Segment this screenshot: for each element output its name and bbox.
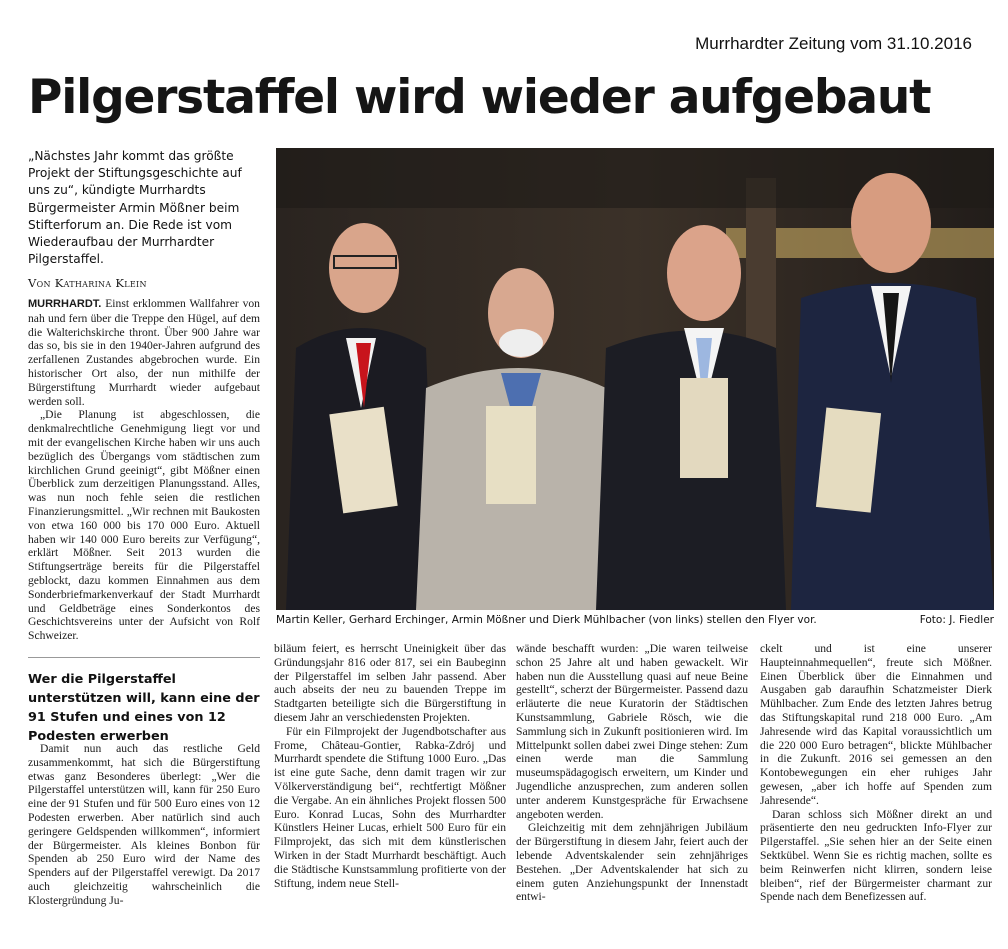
subheading: Wer die Pilgerstaffel unterstützen will, kann eine der 91 Stufen und eines von 12 Podesten erwerben — [28, 672, 260, 744]
col4-paragraph-1: ckelt und ist eine unserer Haupteinnahmequellen“, freute sich Mößner. Einen Überblick über die Einnahmen und Ausgaben gab daraufhin Schatzmeister Dierk Mühlbacher. Zum Ende des letzten Jahres betrug das Stiftungskapital rund 218 000 Euro. „Am Jahresende wird das Kapital voraussichtlich um die 220 000 Euro betragen“, blickte Mühlbacher in die Zukunft. 2016 sei gemessen an den Kontobewegungen ein eher ruhiges Jahr gewesen, „aber ich hoffe auf Spenden zum Jahresende“. — [760, 642, 992, 807]
lead-paragraph: „Nächstes Jahr kommt das größte Projekt der Stiftungsgeschichte auf uns zu“, kündigte Murrhardts Bürgermeister Armin Mößner beim Stifterforum an. Die Rede ist vom Wiederaufbau der Murrhardter Pilgerstaffel. — [28, 149, 242, 267]
col2-paragraph-1: biläum feiert, es herrscht Uneinigkeit über das Gründungsjahr 816 oder 817, sei ein Baubeginn der Pilgerstaffel im selben Jahr passend. Aber auch abseits der neu zu bauenden Treppe im Stadtgarten beteiligte sich die Bürgerstiftung in diesem Jahr an verschiedensten Projekten. — [274, 642, 506, 724]
col1-paragraph-3: Damit nun auch das restliche Geld zusammenkommt, hat sich die Bürgerstiftung etwas ganz Besonderes überlegt: „Wer die Pilgerstaffel unterstützen will, kann für 250 Euro eine der 91 Stufen und für 500 Euro eines von 12 Podesten erwerben. Aber natürlich sind auch geringere Geldspenden willkommen“, informiert der Bürgermeister. Als kleines Bonbon für Spenden ab 250 Euro wird der Name des Spenders auf der Pilgerstaffel verewigt. Da 2017 auch gleichzeitig wahrscheinlich die Klostergründung Ju- — [28, 742, 260, 907]
column-2 — [274, 642, 506, 890]
column-1-bottom — [28, 742, 260, 908]
source-line: Murrhardter Zeitung vom 31.10.2016 — [695, 34, 972, 53]
article-photo — [276, 148, 994, 610]
col2-paragraph-2: Für ein Filmprojekt der Jugendbotschafter aus Frome, Château-Gontier, Rabka-Zdrój und Murrhardt spendete die Stiftung 1000 Euro. „Das ist eine gute Sache, denn damit tragen wir zur Völkerverständigung bei“, rechtfertigt Mößner die Vergabe. An ein ähnliches Projekt flossen 500 Euro. Konrad Lucas, Sohn des Murrhardter Künstlers Heiner Lucas, erhielt 500 Euro für ein Filmprojekt, das sich mit dem künstlerischen Wirken in der Stadt Murrhardt beschäftigt. Auch die Städtische Kunstsammlung profitierte von der Stiftung, indem neue Stell- — [274, 724, 506, 890]
col1-paragraph-1: Einst erklommen Wallfahrer von nah und fern über die Treppe den Hügel, auf dem die Walterichskirche thront. Über 900 Jahre war das so, bis sie in den 1940er-Jahren aufgrund des zerfallenen Zustandes abgebrochen wurde. Ein historischer Ort also, der nun mithilfe der Bürgerstiftung Murrhardt wieder aufgebaut werden soll. — [28, 297, 260, 408]
column-3 — [516, 642, 748, 904]
byline-text: Von Katharina Klein — [28, 276, 147, 290]
photo-credit: Foto: J. Fiedler — [919, 614, 994, 626]
col3-paragraph-1: wände beschafft wurden: „Die waren teilweise schon 25 Jahre alt und haben gewackelt. Wir haben nun die Ausstellung quasi auf neue Beine gestellt“, scherzt der Bürgermeister. Passend dazu erläuterte die neue Kuratorin der Städtischen Kunstsammlung, Gabriele Rösch, wie die Sammlung sich in Zukunft positionieren wird. Im Mittelpunkt sollen dabei zwei Dinge stehen: Zum einen werde man die Sammlung museumspädagogisch erweitern, um Kinder und Jugendliche anzusprechen, zum anderen sollen unter anderem Kunstgespräche für Erwachsene angeboten werden. — [516, 642, 748, 821]
col1-paragraph-2: „Die Planung ist abgeschlossen, die denkmalrechtliche Genehmigung liegt vor und mit der evangelischen Kirche haben wir uns auch bezüglich des Übergangs vom städtischen zum kirchlichen Grund geeinigt“, gibt Mößner einen Überblick zum derzeitigen Planungsstand. Alles, was nun noch fehle seien die restlichen Finanzierungsmittel. „Wir rechnen mit Baukosten von etwa 160 000 bis 170 000 Euro. Aktuell haben wir 140 000 Euro bereits zur Verfügung“, erklärt Mößner. Seit 2013 wurden die Stiftungserträge bereits für die Pilgerstaffel geblockt, dazu kommen Einnahmen aus dem Sonderbriefmarkenverkauf der Stadt Murrhardt und Geldbeträge eines Sonderkontos des Geschichtsvereins unter der Aufsicht von Rolf Schweizer. — [28, 408, 260, 643]
col3-paragraph-2: Gleichzeitig mit dem zehnjährigen Jubiläum der Bürgerstiftung in diesem Jahr, feiert auch der lebende Adventskalender sein zehnjähriges Bestehen. „Der Adventskalender hat sich zu einem guten Anziehungspunkt der Innenstadt entwi- — [516, 821, 748, 904]
column-4 — [760, 642, 992, 904]
col4-paragraph-2: Daran schloss sich Mößner direkt an und präsentierte den neu gedruckten Info-Flyer zur Pilgerstaffel. „Sie sehen hier an der Seite einen Sektkübel. Wenn Sie es richtig machen, sollte es beim Reinwerfen nicht klirren, sondern leise bleiben“, rief der Bürgermeister charmant zur Spende nach dem Benefizessen auf. — [760, 807, 992, 904]
byline — [28, 276, 260, 290]
divider — [28, 657, 260, 658]
column-1-top — [28, 297, 260, 643]
photo-caption — [276, 614, 994, 626]
photo-four-men-with-flyers — [276, 148, 994, 610]
headline: Pilgerstaffel wird wieder aufgebaut — [28, 70, 931, 125]
caption-text: Martin Keller, Gerhard Erchinger, Armin Mößner und Dierk Mühlbacher (von links) stellen den Flyer vor. — [276, 614, 817, 626]
dateline: MURRHARDT. — [28, 298, 102, 310]
